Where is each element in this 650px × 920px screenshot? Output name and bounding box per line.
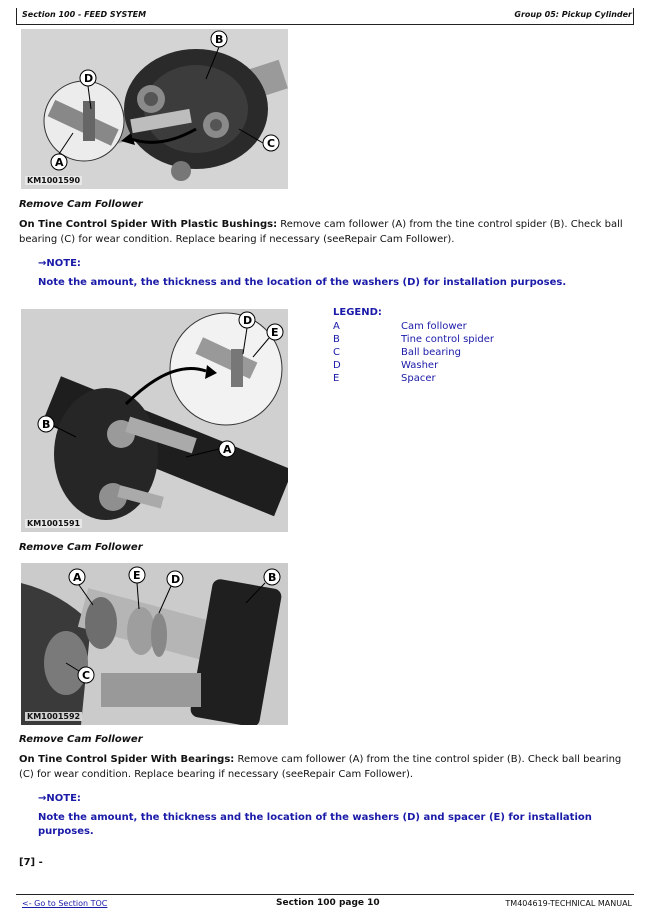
legend-title: LEGEND: bbox=[333, 307, 382, 318]
note-1-heading: →NOTE: bbox=[38, 258, 81, 269]
legend-row bbox=[333, 333, 494, 346]
legend bbox=[333, 320, 494, 385]
legend-row bbox=[333, 346, 494, 359]
figure-1 bbox=[21, 29, 288, 189]
legend-label: Washer bbox=[401, 360, 439, 371]
legend-key: B bbox=[333, 334, 340, 345]
note-2-heading: →NOTE: bbox=[38, 793, 81, 804]
figure-2-callout-d: D bbox=[243, 314, 253, 327]
paragraph-2-bold: On Tine Control Spider With Bearings: bbox=[19, 754, 235, 765]
figure-1-callout-d: D bbox=[84, 72, 94, 85]
legend-row bbox=[333, 359, 494, 372]
figure-3-callout-a: A bbox=[73, 571, 82, 584]
legend-key: E bbox=[333, 373, 340, 384]
legend-key: C bbox=[333, 347, 340, 358]
section-toc-link[interactable]: <- Go to Section TOC bbox=[22, 899, 108, 908]
figure-3-callout-c: C bbox=[82, 669, 91, 682]
figure-2-illustration bbox=[21, 309, 288, 532]
figure-2-callout-e: E bbox=[271, 326, 279, 339]
paragraph-2 bbox=[19, 752, 631, 782]
paragraph-1 bbox=[19, 217, 631, 247]
figure-3-callout-e: E bbox=[133, 569, 141, 582]
figure-1-id: KM1001590 bbox=[27, 176, 81, 185]
footer-rule bbox=[16, 894, 634, 895]
legend-label: Tine control spider bbox=[401, 334, 495, 345]
header-group: Group 05: Pickup Cylinder bbox=[514, 10, 632, 19]
paragraph-1-bold: On Tine Control Spider With Plastic Bushings: bbox=[19, 219, 278, 230]
footer-manual: TM404619-TECHNICAL MANUAL bbox=[505, 899, 632, 908]
figure-1-callout-c: C bbox=[267, 137, 276, 150]
figure-3-id: KM1001592 bbox=[27, 712, 81, 721]
caption-1: Remove Cam Follower bbox=[19, 199, 143, 210]
figure-2-callout-a: A bbox=[223, 443, 232, 456]
footer-page: Section 100 page 10 bbox=[276, 898, 380, 908]
note-1-text: Note the amount, the thickness and the location of the washers (D) for installation purposes. bbox=[38, 277, 567, 288]
figure-1-callout-a: A bbox=[55, 156, 64, 169]
paragraph-2-text: Remove cam follower (A) from the tine control spider (B). Check ball bearing (C) for wear condition. Replace bearing if necessary (seeRepair Cam Follower). bbox=[19, 754, 622, 780]
legend-row bbox=[333, 372, 494, 385]
legend-label: Cam follower bbox=[401, 321, 467, 332]
figure-3-callout-d: D bbox=[171, 573, 181, 586]
header-left-border bbox=[16, 8, 17, 24]
note-2-text: Note the amount, the thickness and the location of the washers (D) and spacer (E) for installation purposes. bbox=[38, 812, 592, 837]
step-number: [7] - bbox=[19, 857, 43, 868]
figure-1-callout-b: B bbox=[215, 33, 224, 46]
figure-3 bbox=[21, 563, 288, 725]
figure-1-illustration bbox=[21, 29, 288, 189]
header-rule bbox=[16, 24, 634, 25]
legend-label: Spacer bbox=[401, 373, 436, 384]
legend-key: D bbox=[333, 360, 341, 371]
caption-2: Remove Cam Follower bbox=[19, 542, 143, 553]
figure-2 bbox=[21, 309, 288, 532]
figure-3-illustration bbox=[21, 563, 288, 725]
header-section: Section 100 - FEED SYSTEM bbox=[22, 10, 147, 19]
header-right-border bbox=[633, 8, 634, 24]
caption-3: Remove Cam Follower bbox=[19, 734, 143, 745]
legend-label: Ball bearing bbox=[401, 347, 461, 358]
paragraph-1-text: Remove cam follower (A) from the tine control spider (B). Check ball bearing (C) for wear condition. Replace bearing if necessary (seeRepair Cam Follower). bbox=[19, 219, 623, 245]
figure-3-callout-b: B bbox=[268, 571, 277, 584]
figure-2-id: KM1001591 bbox=[27, 519, 81, 528]
legend-key: A bbox=[333, 321, 340, 332]
legend-row bbox=[333, 320, 494, 333]
figure-2-callout-b: B bbox=[42, 418, 51, 431]
